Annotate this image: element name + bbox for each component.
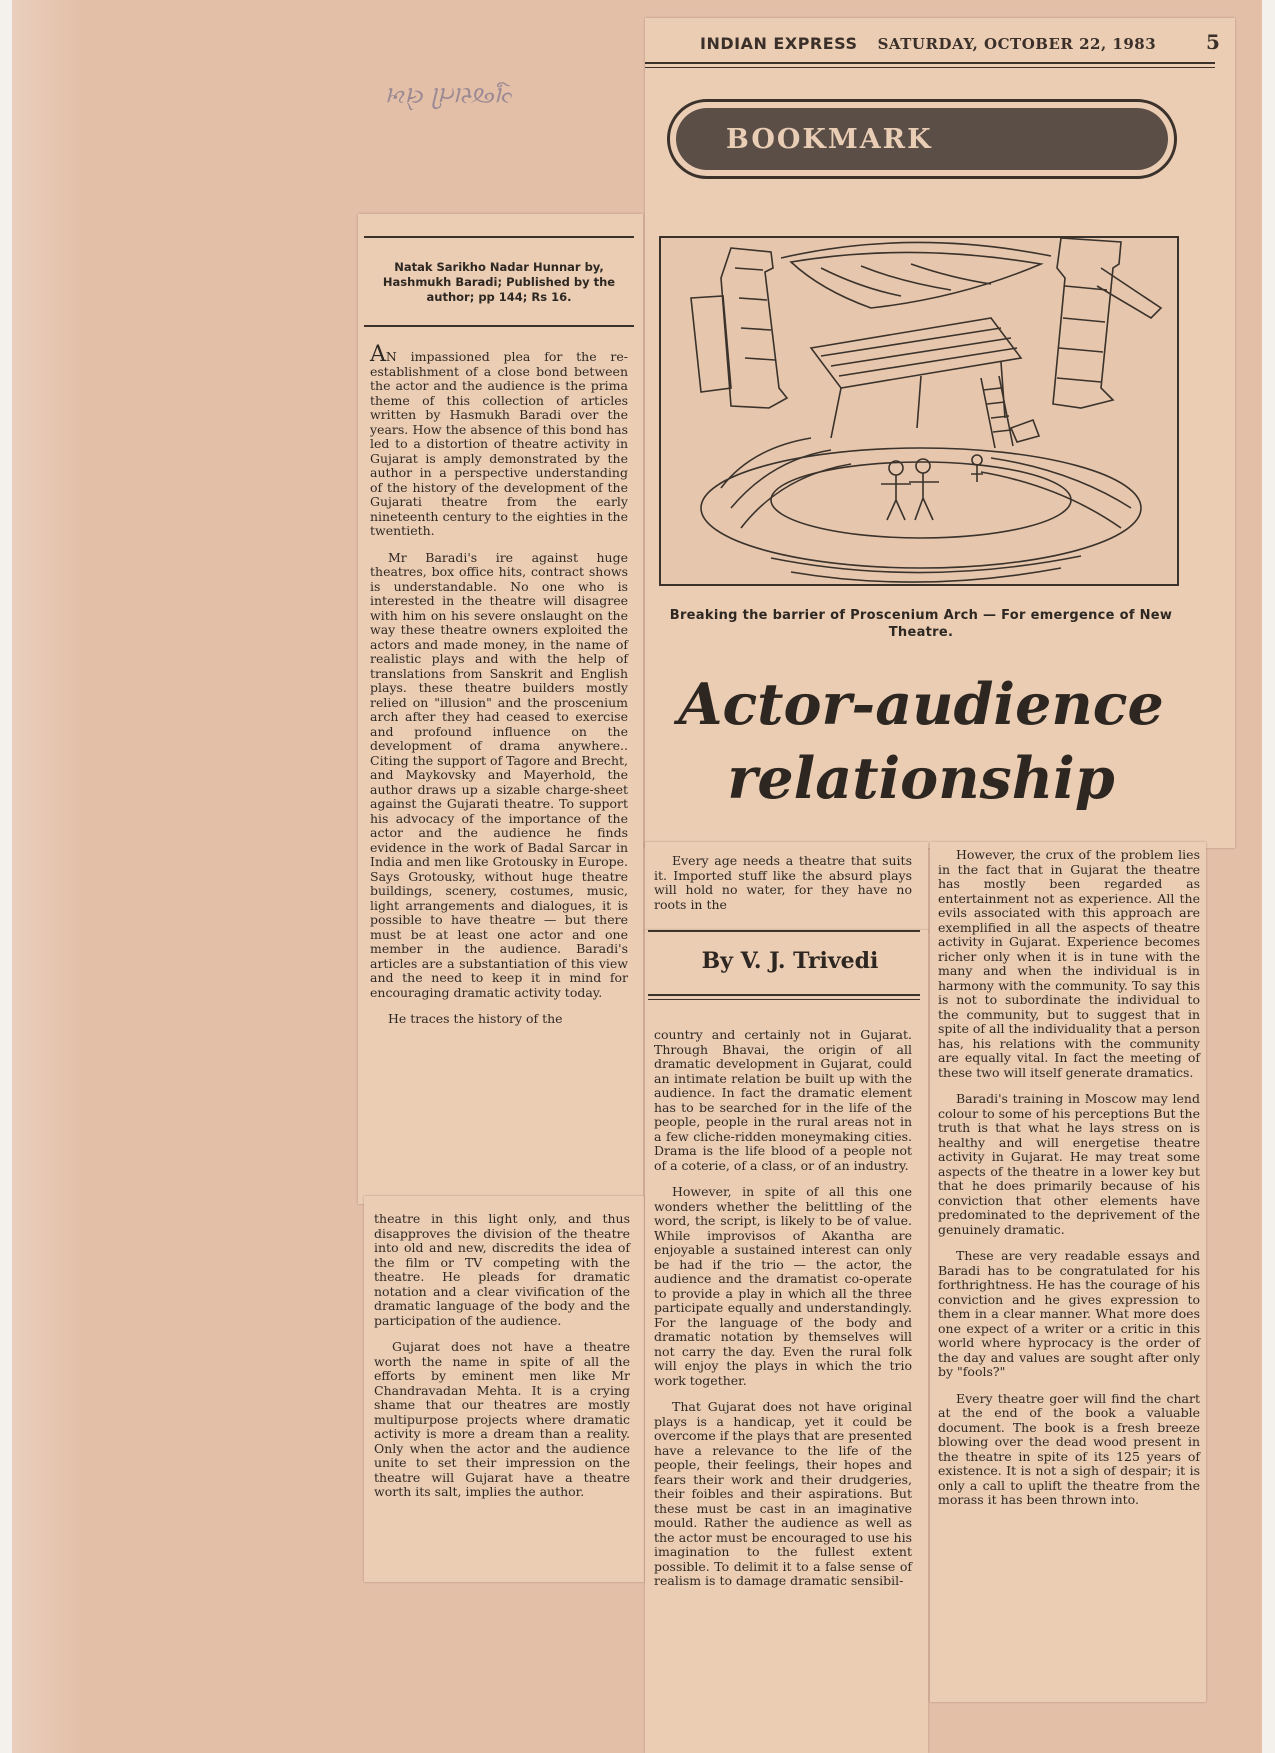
- right-column: [938, 848, 1200, 1520]
- headline: [660, 668, 1182, 816]
- illustration-caption: Breaking the barrier of Proscenium Arch — For emergence of New Theatre.: [669, 608, 1173, 640]
- left-paragraph-2: Mr Baradi's ire against huge theatres, box office hits, contract shows is understandable. No one who is interested in the theatre will disagree with him on his severe onslaught on the way these theatre owners exploited the actors and made money, in the name of realistic plays and with the help of translations from Sanskrit and English plays. these theatre builders mostly relied on "illusion" and the proscenium arch after they had ceased to exercise and profound influence on the development of drama anywhere.. Citing the support of Tagore and Brecht, and Maykovsky and Mayerhold, the author draws up a sizable charge-sheet against the Gujarati theatre. To support his advocacy of the importance of the actor and the audience he finds evidence in the work of Badal Sarcar in India and men like Grotousky in Europe. Says Grotousky, without huge theatre buildings, scenery, costumes, music, light arrangements and dialogues, it is possible to have theatre — but there must be at least one actor and one member in the audience. Baradi's articles are a substantiation of this view and the need to keep it in mind for encouraging dramatic activity today.: [370, 549, 628, 1000]
- left-column-continued: [374, 1212, 630, 1512]
- middle-paragraph-1: country and certainly not in Gujarat. Through Bhavai, the origin of all dramatic development in Gujarat, could an intimate relation be built up with the audience. In fact the dramatic element has to be searched for in the life of the people, people in the rural areas not in a few cliche-ridden moneymaking cities. Drama is the life blood of a people not of a coterie, of a class, or of an industry.: [654, 1027, 912, 1173]
- issue-date: SATURDAY, OCTOBER 22, 1983: [877, 35, 1157, 53]
- book-info-rule-bottom: [364, 325, 634, 327]
- middle-top-paragraph: Every age needs a theatre that suits it. Imported stuff like the absurd plays will hold no water, for they have no roots in the: [654, 853, 912, 912]
- handwritten-note: ગુજરાતી લેખ: [388, 82, 515, 110]
- middle-column: [654, 1028, 912, 1601]
- left-column: [370, 342, 628, 1039]
- newspaper-name: INDIAN EXPRESS: [700, 34, 858, 53]
- headline-line-1: Actor-audience: [678, 671, 1164, 738]
- byline-rule-top: [648, 930, 920, 932]
- section-label: BOOKMARK: [726, 123, 933, 155]
- page-number: 5: [1206, 30, 1221, 54]
- left-cont-paragraph-2: Gujarat does not have a theatre worth the name in spite of all the efforts by eminent men like Mr Chandravadan Mehta. It is a crying shame that our theatres are mostly multipurpose projects where dramatic activity is more a dream than a reality. Only when the actor and the audience unite to set their impression on the theatre will Gujarat have a theatre worth its salt, implies the author.: [374, 1339, 630, 1499]
- left-paragraph-1-text: N impassioned plea for the re-establishment of a close bond between the actor and the audience is the prima theme of this collection of articles written by Hasmukh Baradi over the years. How the absence of this bond has led to a distortion of theatre activity in Gujarat is amply demonstrated by the author in a perspective understanding of the history of the development of the Gujarati theatre from the early nineteenth century to the eighties in the twentieth.: [370, 349, 628, 538]
- theatre-sketch-icon: [661, 238, 1177, 584]
- right-paragraph-2: Baradi's training in Moscow may lend colour to some of his perceptions But the truth is that what he lays stress on is healthy and will energetise theatre activity in Gujarat. He may treat some aspects of the theatre in a lower key but that he does primarily because of his conviction that other elements have predominated to the deprivement of the genuinely dramatic.: [938, 1091, 1200, 1237]
- masthead-rule: [645, 62, 1215, 64]
- theatre-illustration: [659, 236, 1179, 586]
- middle-paragraph-2: However, in spite of all this one wonders whether the belittling of the word, the script, is likely to be of value. While improvisos of Akantha are enjoyable a sustained interest can only be had if the trio — the actor, the audience and the dramatist co-operate to provide a play in which all the three participate equally and understandingly. For the language of the body and dramatic notation by themselves will not carry the day. Even the rural folk will enjoy the plays in which the trio work together.: [654, 1184, 912, 1388]
- drop-cap: A: [370, 342, 386, 367]
- book-info-rule-top: [364, 236, 634, 238]
- byline-rule-bottom: [648, 994, 920, 996]
- right-paragraph-4: Every theatre goer will find the chart at the end of the book a valuable document. The book is a fresh breeze blowing over the dead wood present in the theatre in spite of its 125 years of existence. It is not a sigh of despair; it is only a call to uplift the theatre from the morass it has been thrown into.: [938, 1390, 1200, 1507]
- middle-paragraph-3: That Gujarat does not have original plays is a handicap, yet it could be overcome if the plays that are presented have a relevance to the life of the people, their feelings, their hopes and fears their work and their drudgeries, their foibles and their aspirations. But these must be cast in an imaginative mould. Rather the audience as well as the actor must be encouraged to use his imagination to the fullest extent possible. To delimit it to a false sense of realism is to damage dramatic sensibil-: [654, 1399, 912, 1588]
- middle-column-top: [654, 854, 912, 924]
- left-paragraph-3: He traces the history of the: [388, 1011, 563, 1026]
- sheet-edge-shading: [12, 0, 82, 1753]
- left-paragraph-1: [370, 342, 628, 539]
- masthead: [700, 30, 1221, 54]
- book-details: Natak Sarikho Nadar Hunnar by, Hashmukh Baradi; Published by the author; pp 144; Rs 16.: [382, 260, 616, 304]
- masthead-rule-thin: [645, 67, 1215, 68]
- left-cont-paragraph-1: theatre in this light only, and thus disapproves the division of the theatre into old and new, discredits the idea of the film or TV competing with the theatre. He pleads for dramatic notation and a clear vivification of the dramatic language of the body and the participation of the audience.: [374, 1211, 630, 1328]
- byline-rule-bottom-thin: [648, 999, 920, 1000]
- headline-line-2: relationship: [727, 745, 1115, 812]
- bookmark-banner-fill: [676, 108, 1168, 170]
- bookmark-banner: [667, 99, 1177, 179]
- right-paragraph-3: These are very readable essays and Baradi has to be congratulated for his forthrightness. He has the courage of his conviction and he gives expression to them in a clear manner. What more does one expect of a writer or a critic in this world where hyprocacy is the order of the day and values are sought after only by "fools?": [938, 1248, 1200, 1379]
- byline: By V. J. Trivedi: [701, 948, 879, 974]
- right-paragraph-1: However, the crux of the problem lies in the fact that in Gujarat the theatre has mostly been regarded as entertainment not as experience. All the evils associated with this approach are exemplified in all the aspects of theatre activity in Gujarat. Experience becomes richer only when it is in tune with the many and when the individual is in harmony with the community. To say this is not to subordinate the individual to the community, but to suggest that in spite of all the individuality that a person has, his relations with the community are equally vital. In fact the meeting of these two will itself generate dramatics.: [938, 847, 1200, 1080]
